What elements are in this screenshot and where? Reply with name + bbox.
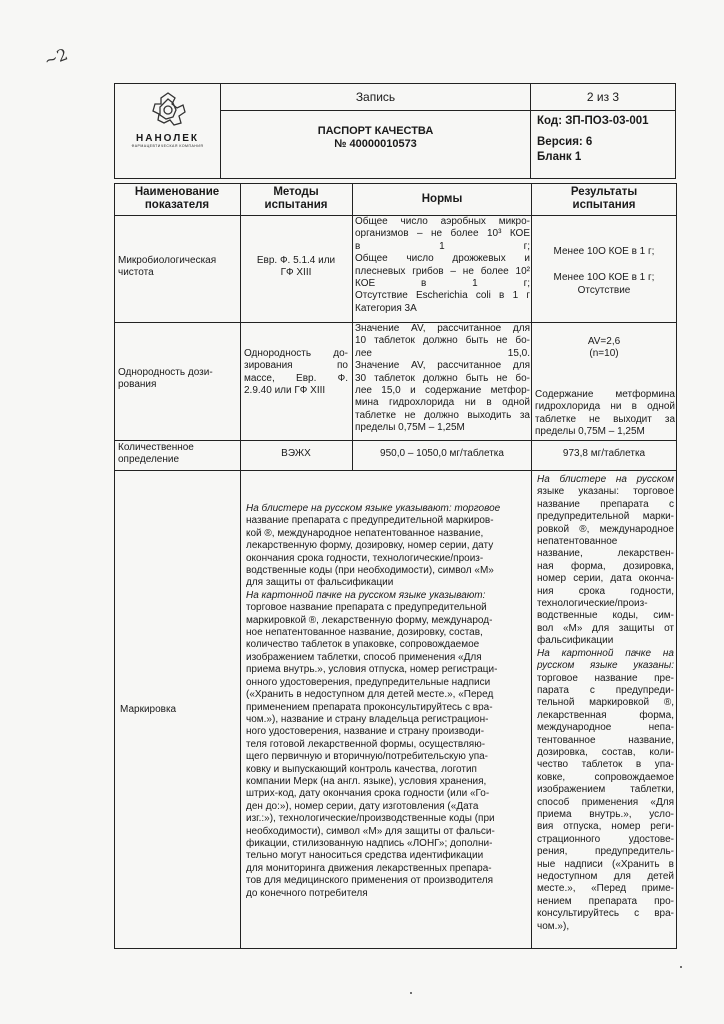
text-line: Отсутствие Escherichia coli в 1 г xyxy=(355,290,530,302)
text-line: ная форма, дозировка, xyxy=(537,560,674,572)
text-line: тельной маркировкой ®, xyxy=(537,697,674,709)
document-header xyxy=(114,83,676,179)
text-line: окончания срока годности, технологические/произ- xyxy=(246,552,484,564)
text-line: Общее число аэробных микро- xyxy=(355,216,530,227)
text-line: ровкой ®, международное xyxy=(537,523,674,535)
text-line: На блистере на русском xyxy=(537,474,674,485)
text-line: русском языке указаны: xyxy=(537,660,674,672)
text-line: ные надписи («Хранить в xyxy=(537,858,674,870)
document-code: Код: ЗП-ПОЗ-03-001 xyxy=(537,115,649,127)
text-line: гидрохлорида ни в одной xyxy=(535,401,675,413)
text-line: нением препарата про- xyxy=(537,895,674,907)
text-line: плесневых грибов – не более 10² xyxy=(355,265,530,277)
text-line: маркировкой ®, лекарственную форму, международ- xyxy=(246,614,493,626)
text-line: технологические/произ- xyxy=(537,598,648,610)
text-line: ковку и выпускающий контроль качества, логотип xyxy=(246,763,477,775)
text-line: Общее число дрожжевых и xyxy=(355,253,530,265)
record-label: Запись xyxy=(221,84,531,111)
text-line: рения, предупредитель- xyxy=(537,846,674,858)
text-line: приема внутрь.», усло- xyxy=(537,808,674,820)
document-code-cell xyxy=(531,111,675,178)
text-line: ное непатентованное название, дозировку, состав, xyxy=(246,627,483,639)
text-line: компании Мерк (на англ. языке), условия хранения, xyxy=(246,775,487,787)
text-line: ковке, сопровождаемое xyxy=(537,771,674,783)
document-title: ПАСПОРТ КАЧЕСТВА xyxy=(317,125,434,137)
text-line: водственные коды (при необходимости), символ «М» xyxy=(246,565,494,577)
text-line: ного удостоверения, название и страну производи- xyxy=(246,726,485,738)
text-line: На блистере на русском языке указывают: торговое xyxy=(246,503,501,514)
text-line: способ применения «Для xyxy=(537,796,674,808)
text-line: 2.9.40 или ГФ XIII xyxy=(244,385,326,397)
text-line: применением препарата проконсультируйтесь с вра- xyxy=(246,701,493,713)
col-header-results: Результаты испытания xyxy=(570,186,638,211)
text-line: страционного удостове- xyxy=(537,833,674,845)
text-line: для мониторинга движения лекарственных препара- xyxy=(246,862,492,874)
text-line: дозировка, состав, коли- xyxy=(537,746,674,758)
text-line: щего первичную и вторичную/потребительскую упа- xyxy=(246,751,489,763)
page-info: 2 из 3 xyxy=(531,84,675,111)
text-line: необходимости), символ «М» для защиты от фальси- xyxy=(246,825,495,837)
text-line: изображением таблетки, xyxy=(537,784,674,796)
micro-indicator: Микробиологическая чистота xyxy=(118,255,217,279)
text-line: фикации, стилизованную надпись «ЛОНГ»; дополни- xyxy=(246,837,493,849)
text-line: Категория 3А xyxy=(355,302,417,314)
document-form: Бланк 1 xyxy=(537,151,582,163)
col-header-methods: Методы испытания xyxy=(264,186,328,211)
uniformity-result-content xyxy=(535,389,675,439)
text-line: изображением таблетки, способ применения «Для xyxy=(246,651,482,663)
col-header-indicator: Наименование показателя xyxy=(134,186,220,211)
text-line: приема внутрь.», условия отпуска, номер регистраци- xyxy=(246,664,498,676)
text-line: таблетке не выходит за xyxy=(535,413,675,425)
micro-method: Евр. Ф. 5.1.4 или ГФ XIII xyxy=(256,255,336,279)
text-line: онного удостоверения, предупредительные надписи xyxy=(246,676,491,688)
text-line: Содержание метформина xyxy=(535,389,675,400)
text-line: изг.:»), технологические/производственные коды (при xyxy=(246,813,495,825)
text-line: лее 15,0. xyxy=(355,347,530,359)
text-line: КОЕ в 1 г; xyxy=(355,278,530,290)
text-line: вия отпуска, номер реги- xyxy=(537,821,674,833)
text-line: непатентованное xyxy=(537,536,618,548)
text-line: лекарственную форму, дозировку, номер серии, дату xyxy=(246,540,494,552)
text-line: название, лекарствен- xyxy=(537,548,674,560)
col-header-norms: Нормы xyxy=(421,193,463,205)
text-line: консультируйтесь с вра- xyxy=(537,908,674,920)
text-line: штрих-код, дату окончания срока годности (или «Го- xyxy=(246,788,490,800)
text-line: чом.»), xyxy=(537,920,570,932)
text-line: торговое название препарата с предупредительной xyxy=(246,602,487,614)
text-line: месте.», «Перед приме- xyxy=(537,883,674,895)
text-line: вол «М» для защиты от xyxy=(537,622,674,634)
marking-result xyxy=(537,474,674,933)
assay-method: ВЭЖХ xyxy=(281,448,311,459)
text-line: парата с предупреди- xyxy=(537,684,674,696)
text-line: таблетке не должно выходить за xyxy=(355,409,530,421)
text-line: Значение AV, рассчитанное для xyxy=(355,360,530,372)
micro-result: Менее 10О КОЕ в 1 г; Менее 10О КОЕ в 1 г; Отсутствие xyxy=(553,246,655,296)
text-line: 30 таблеток должно быть не бо- xyxy=(355,372,530,384)
text-line: ния срока годности, xyxy=(537,585,674,597)
text-line: до конечного потребителя xyxy=(246,887,368,899)
text-line: зирования по xyxy=(244,360,348,372)
text-line: торговое название пре- xyxy=(537,672,674,684)
text-line: мина гидрохлорида ни в одной xyxy=(355,397,530,409)
text-line: тов для медицинского применения от производителя xyxy=(246,875,493,887)
text-line: теля готовой лекарственной формы, осуществляю- xyxy=(246,738,486,750)
text-line: ден до:»), номер серии, дату изготовления («Дата xyxy=(246,800,479,812)
text-line: тентованное название, xyxy=(537,734,674,746)
text-line: лее 15,0 и содержание метфор- xyxy=(355,385,530,397)
logo-text: НАНОЛЕК xyxy=(136,133,199,144)
text-line: для защиты от фальсификации xyxy=(246,577,394,589)
document-version: Версия: 6 xyxy=(537,136,593,148)
nanolek-logo-icon xyxy=(148,90,188,130)
text-line: в 1 г; xyxy=(355,240,530,252)
company-logo xyxy=(115,84,221,178)
text-line: пределы 0,75M – 1,25M xyxy=(535,426,645,438)
text-line: тельно могут наноситься средства идентификации xyxy=(246,850,484,862)
text-line: международное непа- xyxy=(537,722,674,734)
text-line: номер серии, дата оконча- xyxy=(537,573,674,585)
text-line: массе, Евр. Ф. xyxy=(244,372,348,384)
marking-norm xyxy=(246,503,528,900)
assay-result: 973,8 мг/таблетка xyxy=(562,448,646,459)
text-line: название препарата с предупредительной маркиров- xyxy=(246,515,494,527)
text-line: 10 таблеток должно быть не бо- xyxy=(355,335,530,347)
logo-subtext: ФАРМАЦЕВТИЧЕСКАЯ КОМПАНИЯ xyxy=(131,144,204,148)
text-line: название препарата с xyxy=(537,498,674,510)
text-line: водственные коды, сим- xyxy=(537,610,674,622)
marking-indicator: Маркировка xyxy=(120,704,177,715)
text-line: предупредительной марки- xyxy=(537,511,674,523)
text-line: Значение AV, рассчитанное для xyxy=(355,323,530,334)
text-line: пределы 0,75M – 1,25M xyxy=(355,422,465,434)
document-number: № 40000010573 xyxy=(334,138,417,150)
text-line: лекарственная форма, xyxy=(537,709,674,721)
document-title-cell xyxy=(221,111,531,178)
assay-indicator: Количественное определение xyxy=(118,442,194,466)
uniformity-method xyxy=(244,348,348,398)
uniformity-result-av: AV=2,6 (n=10) xyxy=(587,336,621,360)
text-line: На картонной пачке на xyxy=(537,647,674,659)
text-line: фальсификации xyxy=(537,635,614,647)
text-line: организмов – не более 10³ КОЕ xyxy=(355,228,530,240)
handwritten-mark: ~2 xyxy=(41,44,71,71)
text-line: количество таблеток в упаковке, сопровождаемое xyxy=(246,639,480,651)
text-line: чом.»), название и страну владельца регистрацион- xyxy=(246,713,489,725)
uniformity-norm xyxy=(355,323,530,435)
text-line: чество таблеток в упа- xyxy=(537,759,674,771)
text-line: («Хранить в недоступном для детей месте.», «Перед xyxy=(246,689,494,701)
text-line: недоступном для детей xyxy=(537,871,674,882)
text-line: кой ®, международное непатентованное название, xyxy=(246,527,484,539)
text-line: На картонной пачке на русском языке указывают: xyxy=(246,589,486,601)
text-line: языке указаны: торговое xyxy=(537,486,674,498)
uniformity-indicator: Однородность дози- рования xyxy=(118,367,213,391)
micro-norm xyxy=(355,216,530,315)
assay-norm: 950,0 – 1050,0 мг/таблетка xyxy=(380,448,504,459)
text-line: Однородность до- xyxy=(244,348,348,359)
